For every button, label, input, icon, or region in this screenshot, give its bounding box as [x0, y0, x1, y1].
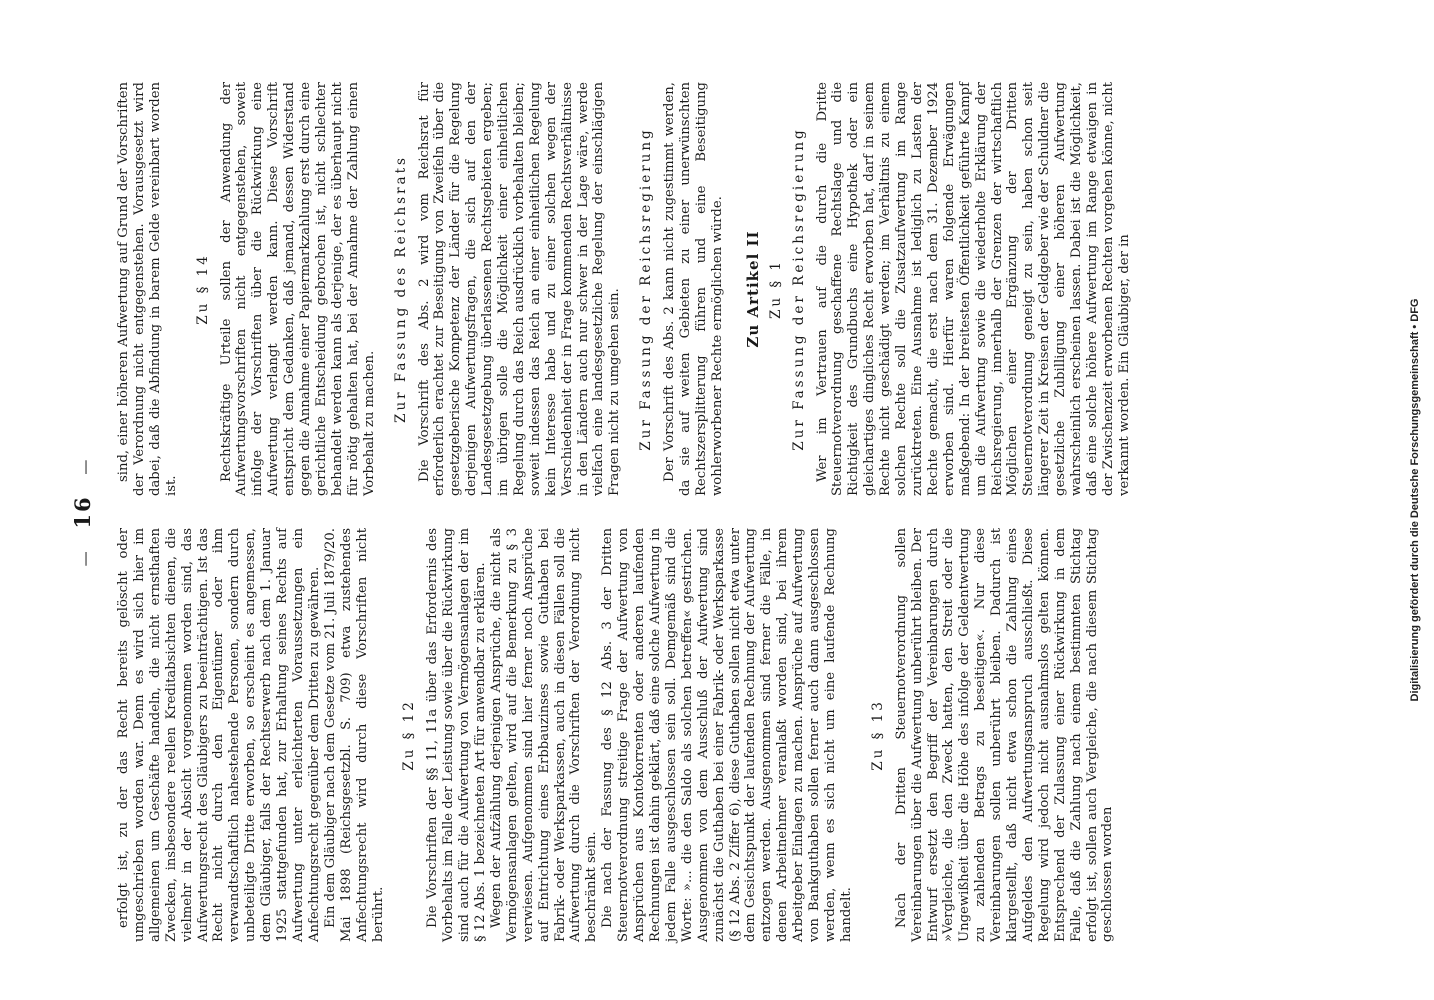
digitization-credit — [1404, 8, 1426, 992]
paragraph: Rechtskräftige Urteile sollen der Anwendung der Aufwertungsvorschriften nicht entgegenstehen, soweit infolge der Vorschriften über die Rückwirkung eine Aufwertung verlangt werden kann. Diese Vorschrift entspricht dem Gedanken, daß jemand, dessen Widerstand gegen die Annahme einer Papiermarkzahlung erst durch eine gerichtliche Entscheidung gebrochen ist, nicht schlechter behandelt werden kann als derjenige, der es überhaupt nicht für nötig gehalten hat, bei der Annahme der Zahlung einen Vorbehalt zu machen. — [218, 82, 377, 496]
right-column — [116, 82, 1133, 496]
left-column — [116, 528, 1116, 942]
paragraph: Die nach der Fassung des § 12 Abs. 3 der Dritten Steuernotverordnung streitige Frage der Aufwertung von Ansprüchen aus Kontokorrenten oder anderen laufenden Rechnungen ist dahin geklärt, daß eine solche Aufwertung in jedem Falle ausgeschlossen sein soll. Demgemäß sind die Worte: »... die den Saldo als solchen betreffen« gestrichen. Ausgenommen von dem Ausschluß der Aufwertung sind zunächst die Guthaben bei einer Fabrik- oder Werksparkasse (§ 12 Abs. 2 Ziffer 6), diese Guthaben sollen nicht etwa unter dem Gesichtspunkt der laufenden Rechnung der Aufwertung entzogen werden. Ausgenommen sind ferner die Fälle, in denen Arbeitnehmer veranlaßt worden sind, bei ihrem Arbeitgeber Einlagen zu machen. Ansprüche auf Aufwertung von Bankguthaben sollen ferner auch dann ausgeschlossen werden, wenn es sich nicht um eine laufende Rechnung handelt. — [600, 528, 854, 942]
section-heading: Zu § 12 — [401, 699, 418, 771]
section-heading: Zu § 14 — [194, 253, 211, 325]
paragraph: Der Vorschrift des Abs. 2 kann nicht zugestimmt werden, da sie auf weiten Gebieten zu einer unerwünschten Rechtszersplitterung führen und eine Beseitigung wohlerworbener Rechte ermöglichen würde. — [662, 82, 725, 496]
page-header — [70, 82, 95, 942]
header-dash-left: — — [76, 549, 94, 567]
document-page — [62, 82, 1364, 942]
paragraph: Wegen der Aufzählung derjenigen Ansprüche, die nicht als Vermögensanlagen gelten, wird auf die Bemerkung zu § 3 verwiesen. Aufgenommen sind hier ferner noch Ansprüche auf Entrichtung eines Erbbauzinses sowie Guthaben bei Fabrik- oder Werksparkassen, auch in diesen Fällen soll die Aufwertung durch die Vorschriften der Verordnung nicht beschränkt sein. — [488, 528, 600, 942]
section-heading: Zu § 13 — [869, 699, 886, 771]
paragraph: Ein dem Gläubiger nach dem Gesetze vom 21. Juli 1879/20. Mai 1898 (Reichsgesetzbl. S. 709) etwa zustehendes Anfechtungsrecht wird durch diese Vorschriften nicht berührt. — [322, 528, 386, 942]
paragraph: erfolgt ist, zu der das Recht bereits gelöscht oder umgeschrieben worden war. Denn es wird sich hier im allgemeinen um Geschäfte handeln, die nicht ernsthaften Zwecken, insbesondere reellen Kreditabsichten dienen, die vielmehr in der Absicht vorgenommen worden sind, das Aufwertungsrecht des Gläubigers zu beeinträchtigen. Ist das Recht nicht durch den Eigentümer oder ihm verwandtschaftlich nahestehende Personen, sondern durch unbeteiligte Dritte erworben, so erscheint es angemessen, dem Gläubiger, falls der Rechtserwerb nach dem 1. Januar 1925 stattgefunden hat, zur Erhaltung seines Rechts auf Aufwertung unter erleichterten Voraussetzungen ein Anfechtungsrecht gegenüber dem Dritten zu gewähren. — [116, 528, 322, 942]
header-dash-right: — — [76, 457, 94, 475]
paragraph: sind, einer höheren Aufwertung auf Grund der Vorschriften der Verordnung nicht entgegenstehen. Vorausgesetzt wird dabei, daß die Abfindung in barem Gelde vereinbart worden ist. — [116, 82, 179, 496]
page-number: 16 — [70, 495, 95, 529]
digitization-credit-text: Digitalisierung gefördert durch die Deutsche Forschungsgemeinschaft • DFG — [1409, 298, 1421, 702]
paragraph: Die Vorschrift des Abs. 2 wird vom Reichsrat für erforderlich erachtet zur Beseitigung von Zweifeln über die gesetzgeberische Kompetenz der Länder für die Regelung derjenigen Aufwertungsfragen, die sich auf den der Landesgesetzgebung überlassenen Rechtsgebieten ergeben; im übrigen solle die Möglichkeit einer einheitlichen Regelung durch das Reich ausdrücklich vorbehalten bleiben; soweit indessen das Reich an einer einheitlichen Regelung kein Interesse habe und zu einer solchen wegen der Verschiedenheit der in Frage kommenden Rechtsverhältnisse in den Ländern auch nur schwer in der Lage wäre, werde vielfach eine landesgesetzliche Regelung der einschlägigen Fragen nicht zu umgehen sein. — [416, 82, 623, 496]
section-heading: Zur Fassung des Reichsrats — [392, 155, 409, 423]
section-heading: Zur Fassung der Reichsregierung — [790, 127, 807, 451]
paragraph: Die Vorschriften der §§ 11, 11a über das Erfordernis des Vorbehalts im Falle der Leistung sowie über die Rückwirkung sind auch für die Aufwertung von Vermögensanlagen der im § 12 Abs. 1 bezeichneten Art für anwendbar zu erklären. — [425, 528, 489, 942]
rotated-content — [62, 82, 1364, 942]
article-heading: Zu Artikel II — [743, 230, 762, 348]
section-heading: Zu § 1 — [767, 259, 784, 319]
section-heading: Zur Fassung der Reichsregierung — [638, 127, 655, 451]
paragraph: Nach der Dritten Steuernotverordnung sollen Vereinbarungen über die Aufwertung unberührt bleiben. Der Entwurf ersetzt den Begriff der Vereinbarungen durch »Vergleiche, die den Zweck hatten, den Streit oder die Ungewißheit über die Höhe des infolge der Geldentwertung zu zahlenden Betrags zu beseitigen«. Nur diese Vereinbarungen sollen unberührt bleiben. Dadurch ist klargestellt, daß nicht etwa schon die Zahlung eines Aufgeldes den Aufwertungsanspruch ausschließt. Diese Regelung wird jedoch nicht ausnahmslos gelten können. Entsprechend der Zulassung einer Rückwirkung in dem Falle, daß die Zahlung nach einem bestimmten Stichtag erfolgt ist, sollen auch Vergleiche, die nach diesem Stichtag geschlossen worden — [893, 528, 1116, 942]
paragraph: Wer im Vertrauen auf die durch die Dritte Steuernotverordnung geschaffene Rechtslage und die Richtigkeit des Grundbuchs eine Hypothek oder ein gleichartiges dingliches Recht erworben hat, darf in seinem Rechte nicht geschädigt werden; im Verhältnis zu einem solchen Rechte soll die Zusatzaufwertung im Range zurücktreten. Eine Ausnahme ist lediglich zu Lasten der Rechte gemacht, die erst nach dem 31. Dezember 1924 erworben sind. Hierfür waren folgende Erwägungen maßgebend: In der breitesten Öffentlichkeit geführte Kampf um die Aufwertung sowie die wiederholte Erklärung der Reichsregierung, innerhalb der Grenzen der wirtschaftlich Möglichen einer Ergänzung der Dritten Steuernotverordnung geneigt zu sein, haben schon seit längerer Zeit in Kreisen der Geldgeber wie der Schuldner die gesetzliche Zubilligung einer höheren Aufwertung wahrscheinlich erscheinen lassen. Dabei ist die Möglichkeit, daß eine solche höhere Aufwertung im Range etwaigen in der Zwischenzeit erworbenen Rechten vorgehen könne, nicht verkannt worden. Ein Gläubiger, der in — [814, 82, 1132, 496]
